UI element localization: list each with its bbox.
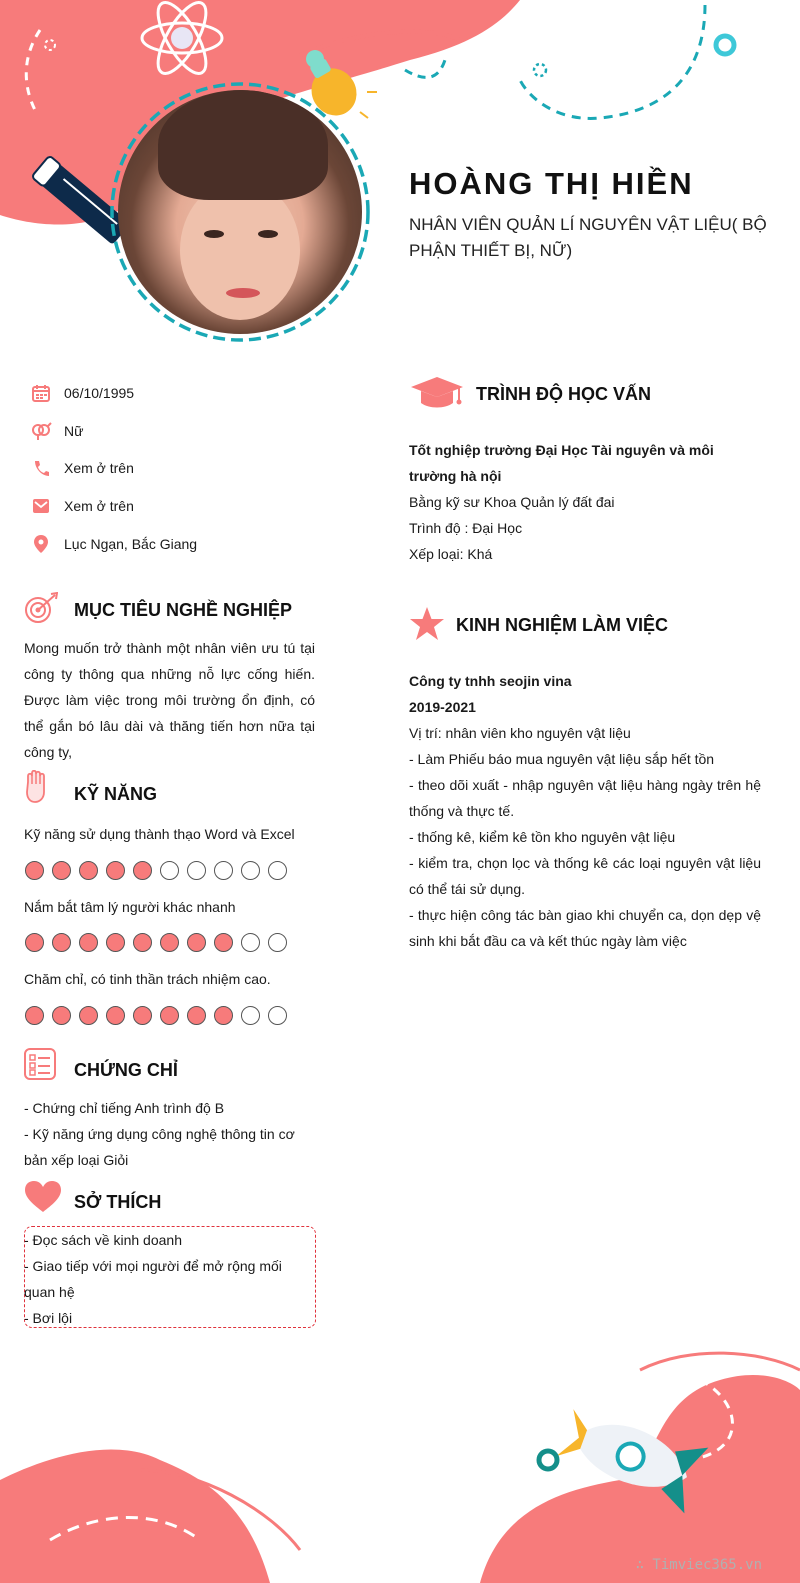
experience-period: 2019-2021 <box>409 699 476 715</box>
rating-dot-filled <box>79 861 98 880</box>
skill-name: Kỹ năng sử dụng thành thạo Word và Excel <box>24 826 295 842</box>
experience-duty: - thống kê, kiểm kê tồn kho nguyên vật liệu <box>409 829 676 845</box>
experience-duty: - kiểm tra, chọn lọc và thống kê các loại nguyên vật liệu có thể tái sử dụng. <box>409 855 761 897</box>
rating-dot-empty <box>268 933 287 952</box>
hobby-item: - Đọc sách về kinh doanh <box>24 1232 182 1248</box>
skills-heading: KỸ NĂNG <box>74 784 158 804</box>
experience-details <box>409 668 761 954</box>
rating-dot-filled <box>187 1006 206 1025</box>
rating-dot-empty <box>268 1006 287 1025</box>
hobbies-list <box>24 1227 316 1331</box>
birthday-value: 06/10/1995 <box>64 385 135 401</box>
experience-duty: - thực hiện công tác bàn giao khi chuyển ca, dọn dẹp vệ sinh khi bắt đầu ca và kết thúc ngày làm việc <box>409 907 761 949</box>
heart-icon <box>24 1180 62 1219</box>
skill-name: Nắm bắt tâm lý người khác nhanh <box>24 899 236 915</box>
hobby-item: - Bơi lội <box>24 1310 73 1326</box>
education-grade: Xếp loại: Khá <box>409 546 493 562</box>
rating-dot-filled <box>160 933 179 952</box>
rating-dot-filled <box>106 1006 125 1025</box>
rating-dot-filled <box>214 933 233 952</box>
rating-dot-filled <box>133 933 152 952</box>
experience-company: Công ty tnhh seojin vina <box>409 673 572 689</box>
rating-dot-filled <box>52 861 71 880</box>
phone-icon <box>30 457 52 479</box>
avatar-photo <box>118 90 362 334</box>
education-level: Trình độ : Đại Học <box>409 520 523 536</box>
contact-address <box>30 532 197 556</box>
address-value: Lục Ngạn, Bắc Giang <box>64 536 198 552</box>
rating-dot-filled <box>160 1006 179 1025</box>
calendar-icon <box>30 382 52 404</box>
rating-dot-filled <box>79 933 98 952</box>
experience-duty: - theo dõi xuất - nhập nguyên vật liệu hàng ngày trên hệ thống và thực tế. <box>409 777 761 819</box>
watermark: ∴ Timviec365.vn <box>635 1557 762 1573</box>
certificate-item: - Chứng chỉ tiếng Anh trình độ B <box>24 1100 225 1116</box>
rating-dot-empty <box>187 861 206 880</box>
rating-dot-filled <box>25 861 44 880</box>
certificate-item: - Kỹ năng ứng dụng công nghệ thông tin cơ bản xếp loại Giỏi <box>24 1126 295 1168</box>
rating-dot-filled <box>106 861 125 880</box>
objective-text: Mong muốn trở thành một nhân viên ưu tú tại công ty thông qua những nỗ lực cống hiến. Được làm việc trong môi trường ổn định, có thể gắn bó lâu dài và thăng tiến hơn nữa tại công ty, <box>24 640 315 760</box>
skill-rating <box>25 861 287 880</box>
objective-heading: MỤC TIÊU NGHỀ NGHIỆP <box>74 600 293 620</box>
education-school: Tốt nghiệp trường Đại Học Tài nguyên và môi trường hà nội <box>409 442 714 484</box>
gender-value: Nữ <box>64 423 84 439</box>
email-icon <box>30 495 52 517</box>
hobbies-heading: SỞ THÍCH <box>74 1192 162 1212</box>
rating-dot-empty <box>241 1006 260 1025</box>
dashed-trail <box>520 5 705 118</box>
phone-value: Xem ở trên <box>64 460 134 476</box>
education-heading: TRÌNH ĐỘ HỌC VẤN <box>476 384 651 404</box>
rating-dot-empty <box>160 861 179 880</box>
rating-dot-filled <box>25 933 44 952</box>
hand-icon <box>24 770 48 809</box>
skill-rating <box>25 1006 287 1025</box>
location-pin-icon <box>30 533 52 555</box>
footer-decoration <box>0 1340 800 1583</box>
avatar <box>108 80 372 344</box>
rating-dot-filled <box>79 1006 98 1025</box>
skill-name: Chăm chỉ, có tinh thần trách nhiệm cao. <box>24 971 271 987</box>
star-icon <box>409 606 445 647</box>
checklist-icon <box>24 1048 56 1085</box>
rating-dot-filled <box>214 1006 233 1025</box>
contact-gender <box>30 419 83 443</box>
experience-heading: KINH NGHIỆM LÀM VIỆC <box>456 615 669 635</box>
candidate-name: HOÀNG THỊ HIỀN <box>409 166 694 201</box>
job-title: NHÂN VIÊN QUẢN LÍ NGUYÊN VẬT LIỆU( BỘ PHẬN THIẾT BỊ, NỮ) <box>409 215 767 260</box>
hobby-item: - Giao tiếp với mọi người để mở rộng mối quan hệ <box>24 1258 282 1300</box>
rating-dot-filled <box>52 933 71 952</box>
teal-ring <box>716 36 734 54</box>
contact-email <box>30 494 134 518</box>
rating-dot-empty <box>214 861 233 880</box>
rating-dot-empty <box>241 861 260 880</box>
gender-icon <box>30 420 52 442</box>
rating-dot-filled <box>106 933 125 952</box>
experience-position: Vị trí: nhân viên kho nguyên vật liệu <box>409 725 631 741</box>
target-icon <box>24 592 58 631</box>
graduation-cap-icon <box>409 375 465 416</box>
rating-dot-filled <box>52 1006 71 1025</box>
rating-dot-empty <box>241 933 260 952</box>
rating-dot-filled <box>133 861 152 880</box>
certificates-heading: CHỨNG CHỈ <box>74 1060 178 1080</box>
rating-dot-filled <box>187 933 206 952</box>
education-details <box>409 437 761 567</box>
contact-phone <box>30 456 134 480</box>
rating-dot-filled <box>133 1006 152 1025</box>
education-degree: Bằng kỹ sư Khoa Quản lý đất đai <box>409 494 615 510</box>
certificates-list <box>24 1095 316 1173</box>
rating-dot-empty <box>268 861 287 880</box>
rating-dot-filled <box>25 1006 44 1025</box>
skill-rating <box>25 933 287 952</box>
contact-birthday <box>30 381 134 405</box>
email-value: Xem ở trên <box>64 498 134 514</box>
experience-duty: - Làm Phiếu báo mua nguyên vật liệu sắp hết tồn <box>409 751 715 767</box>
